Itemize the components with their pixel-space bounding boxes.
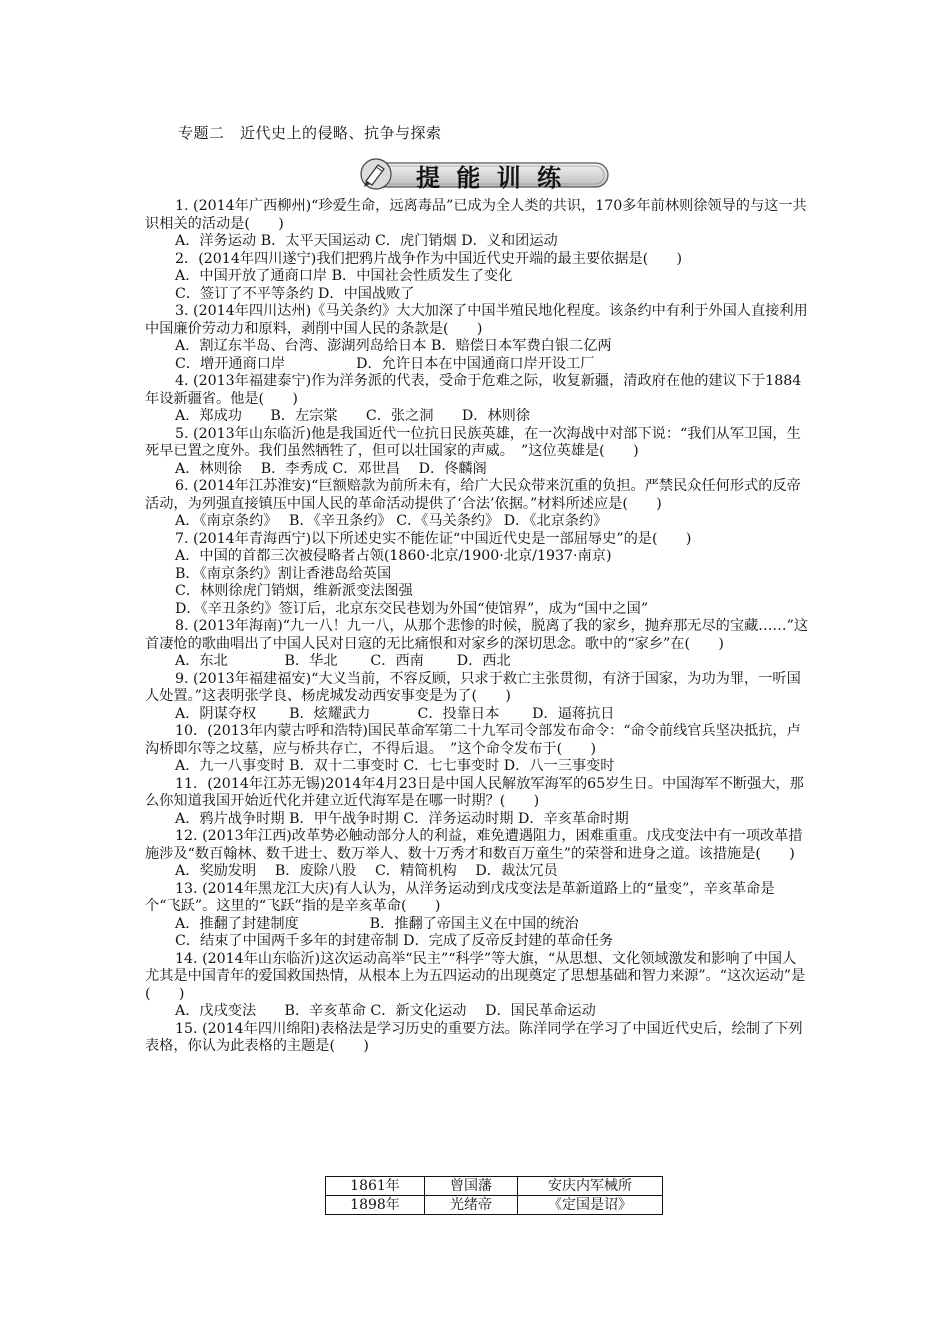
question-options: A．《南京条约》 B．《辛丑条约》 C．《马关条约》 D．《北京条约》: [175, 513, 608, 529]
table-cell: 1898年: [326, 1196, 425, 1215]
question-options: A．九一八事变时 B．双十二事变时 C．七七事变时 D．八一三事变时: [175, 758, 615, 774]
question-stem: 7. (2014年青海西宁)以下所述史实不能佐证“中国近代史是一部屈辱史”的是( ): [175, 530, 692, 547]
question-stem: 8. (2013年海南)“九一八！九一八，从那个悲惨的时候，脱离了我的家乡，抛弃那无尽的宝藏……”这首凄怆的歌曲唱出了中国人民对日寇的无比痛恨和对家乡的深切思念。歌中的“家乡”在( ): [145, 618, 809, 652]
question-item: [145, 373, 810, 426]
question-item: [145, 881, 810, 951]
question-options: C．林则徐虎门销烟，维新派变法图强: [175, 583, 413, 599]
table-row: [326, 1196, 663, 1215]
table-cell: 曾国藩: [425, 1177, 518, 1196]
pencil-icon: [361, 159, 391, 189]
question-list: [145, 198, 810, 1056]
question-options: A．郑成功 B．左宗棠 C．张之洞 D．林则徐: [175, 408, 531, 424]
table-row: [326, 1177, 663, 1196]
section-header: 专题二 近代史上的侵略、抗争与探索: [178, 124, 442, 142]
table-cell: 《定国是诏》: [518, 1196, 663, 1215]
question-stem: 10．(2013年内蒙古呼和浩特)国民革命军第二十九军司令部发布命令：“命令前线官兵坚决抵抗，卢沟桥即尔等之坟墓，应与桥共存亡，不得后退。 ”这个命令发布于( ): [145, 723, 801, 757]
banner-title: 提 能 训 练: [416, 164, 566, 192]
question-stem: 1. (2014年广西柳州)“珍爱生命，远离毒品”已成为全人类的共识，170多年前林则徐领导的与这一共识相关的活动是( ): [145, 198, 807, 232]
question-stem: 12. (2013年江西)改革势必触动部分人的利益，难免遭遇阻力，困难重重。戊戌变法中有一项改革措施涉及“数百翰林、数千进士、数万举人、数十万秀才和数百万童生”的荣誉和进身之道。该措施是( ): [145, 828, 803, 862]
question-item: [145, 478, 810, 531]
question-options: A．戊戌变法 B．辛亥革命 C．新文化运动 D．国民革命运动: [175, 1003, 596, 1019]
question-stem: 4. (2013年福建泰宁)作为洋务派的代表，受命于危难之际，收复新疆，清政府在他的建议下于1884年设新疆省。他是( ): [145, 373, 802, 407]
table-cell: 安庆内军械所: [518, 1177, 663, 1196]
question-options: C．增开通商口岸 D．允许日本在中国通商口岸开设工厂: [175, 355, 595, 372]
table-cell: 光绪帝: [425, 1196, 518, 1215]
question-options: A．割辽东半岛、台湾、澎湖列岛给日本 B．赔偿日本军费白银二亿两: [175, 338, 612, 354]
question-item: [145, 776, 810, 829]
question-stem: 11．(2014年江苏无锡)2014年4月23日是中国人民解放军海军的65岁生日。中国海军不断强大，那么你知道我国开始近代化并建立近代海军是在哪一时期？( ): [145, 775, 804, 809]
question-options: A．中国开放了通商口岸 B．中国社会性质发生了变化: [175, 268, 513, 284]
question-options: A．奖励发明 B．废除八股 C．精简机构 D．裁汰冗员: [175, 863, 558, 879]
question-stem: 13. (2014年黑龙江大庆)有人认为，从洋务运动到戊戌变法是革新道路上的“量变”，辛亥革命是个“飞跃”。这里的“飞跃”指的是辛亥革命( ): [145, 880, 775, 914]
question-options: C．结束了中国两千多年的封建帝制 D．完成了反帝反封建的革命任务: [175, 933, 614, 949]
question-stem: 15. (2014年四川绵阳)表格法是学习历史的重要方法。陈洋同学在学习了中国近代史后，绘制了下列表格，你认为此表格的主题是( ): [145, 1020, 803, 1054]
question-options: B．《南京条约》割让香港岛给英国: [175, 565, 392, 582]
question-item: [145, 723, 810, 776]
question-options: D．《辛丑条约》签订后，北京东交民巷划为外国“使馆界”，成为“国中之国”: [175, 600, 649, 617]
question-item: [145, 1021, 810, 1056]
question-options: A．阴谋夺权 B．炫耀武力 C．投靠日本 D．逼蒋抗日: [175, 705, 615, 722]
question-stem: 14. (2014年山东临沂)这次运动高举“民主”“科学”等大旗，“从思想、文化领域激发和影响了中国人尤其是中国青年的爱国救国热情，从根本上为五四运动的出现奠定了思想基础和智力来源”。“这次运动”是( ): [145, 950, 806, 1002]
question-stem: 2．(2014年四川遂宁)我们把鸦片战争作为中国近代史开端的最主要依据是( ): [175, 250, 683, 267]
table-cell: 1861年: [326, 1177, 425, 1196]
question-options: A．推翻了封建制度 B．推翻了帝国主义在中国的统治: [175, 915, 579, 932]
question-options: A．东北 B．华北 C．西南 D．西北: [175, 653, 511, 669]
question-item: [145, 531, 810, 619]
question-item: [145, 951, 810, 1021]
question-stem: 9. (2013年福建福安)“大义当前，不容反顾，只求于救亡主张贯彻，有济于国家，为功为罪，一听国人处置。”这表明张学良、杨虎城发动西安事变是为了( ): [145, 670, 801, 704]
question-item: [145, 671, 810, 724]
question-options: A．洋务运动 B．太平天国运动 C．虎门销烟 D．义和团运动: [175, 233, 558, 249]
section-banner: [348, 157, 610, 191]
question-options: C．签订了不平等条约 D．中国战败了: [175, 285, 415, 302]
question-item: [145, 618, 810, 671]
question-options: A．鸦片战争时期 B．甲午战争时期 C．洋务运动时期 D．辛亥革命时期: [175, 810, 629, 827]
question-item: [145, 303, 810, 373]
question-item: [145, 198, 810, 251]
history-table: [325, 1176, 663, 1215]
question-options: A．中国的首都三次被侵略者占领(1860·北京/1900·北京/1937·南京): [175, 548, 612, 564]
question-stem: 3. (2014年四川达州)《马关条约》大大加深了中国半殖民地化程度。该条约中有利于外国人直接利用中国廉价劳动力和原料，剥削中国人民的条款是( ): [145, 303, 808, 337]
question-item: [145, 828, 810, 881]
question-options: A．林则徐 B．李秀成 C．邓世昌 D．佟麟阁: [175, 460, 487, 477]
question-stem: 6. (2014年江苏淮安)“巨额赔款为前所未有，给广大民众带来沉重的负担。严禁民众任何形式的反帝活动，为列强直接镇压中国人民的革命活动提供了‘合法’依据。”材料所述应是( ): [145, 478, 801, 512]
question-stem: 5. (2013年山东临沂)他是我国近代一位抗日民族英雄，在一次海战中对部下说：“我们从军卫国，生死早已置之度外。我们虽然牺牲了，但可以壮国家的声威。 ”这位英雄是( ): [145, 425, 801, 459]
question-item: [145, 426, 810, 479]
question-item: [145, 251, 810, 304]
